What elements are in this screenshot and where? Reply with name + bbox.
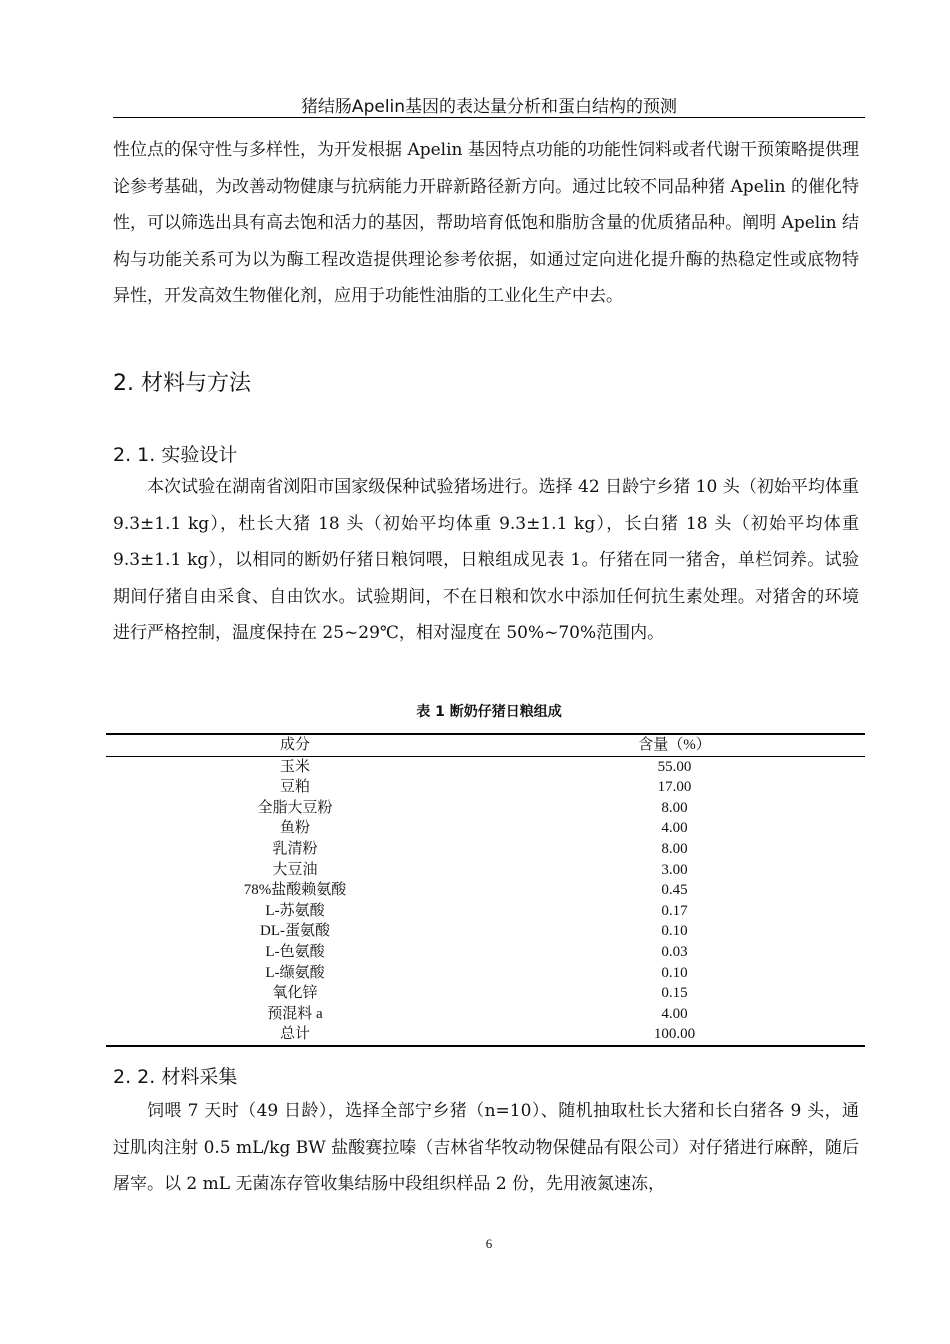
table-row xyxy=(106,756,865,777)
content-cell: 4.00 xyxy=(661,1005,688,1022)
table-row xyxy=(106,860,865,881)
content-cell: 0.03 xyxy=(661,943,688,960)
column-header-ingredient: 成分 xyxy=(279,737,310,753)
table-row xyxy=(106,777,865,798)
ingredient-cell: 预混料 a xyxy=(267,1005,323,1022)
sample-collection-paragraph: 饲喂 7 天时（49 日龄），选择全部宁乡猪（n=10）、随机抽取杜长大猪和长白猪各 9 头，通过肌肉注射 0.5 mL/kg BW 盐酸赛拉嗪（吉林省华牧动物保健品有限公司）对仔猪进行麻醉，随后屠宰。以 2 mL 无菌冻存管收集结肠中段组织样品 2 份，先用液氮速冻， xyxy=(113,1101,859,1195)
content-cell: 17.00 xyxy=(657,779,692,796)
table-row xyxy=(106,880,865,901)
content-cell: 100.00 xyxy=(653,1026,696,1043)
content-cell: 0.45 xyxy=(661,882,688,899)
running-header: 猪结肠Apelin基因的表达量分析和蛋白结构的预测 xyxy=(300,97,678,117)
table-row-total xyxy=(106,1024,865,1046)
table-row xyxy=(106,1004,865,1025)
subsection-heading-experimental-design: 2. 1. 实验设计 xyxy=(113,444,238,466)
ingredient-cell: L-苏氨酸 xyxy=(265,902,325,919)
content-cell: 4.00 xyxy=(661,820,688,837)
ingredient-cell: 豆粕 xyxy=(279,779,310,796)
table-row xyxy=(106,839,865,860)
ingredient-cell: 全脂大豆粉 xyxy=(257,799,333,816)
ingredient-cell: 总计 xyxy=(279,1026,310,1043)
table-header-row xyxy=(106,734,865,756)
ingredient-cell: 78%盐酸赖氨酸 xyxy=(243,882,347,899)
ingredient-cell: L-缬氨酸 xyxy=(265,964,325,981)
table-row xyxy=(106,942,865,963)
content-cell: 0.15 xyxy=(661,985,688,1002)
content-cell: 0.17 xyxy=(661,902,688,919)
intro-paragraph: 性位点的保守性与多样性，为开发根据 Apelin 基因特点功能的功能性饲料或者代谢干预策略提供理论参考基础，为改善动物健康与抗病能力开辟新路径新方向。通过比较不同品种猪 Apelin 的催化特性，可以筛选出具有高去饱和活力的基因，帮助培育低饱和脂肪含量的优质猪品种。阐明 Apelin 结构与功能关系可为以为酶工程改造提供理论参考依据，如通过定向进化提升酶的热稳定性或底物特异性，开发高效生物催化剂，应用于功能性油脂的工业化生产中去。 xyxy=(113,140,859,307)
ingredient-cell: 玉米 xyxy=(279,758,310,775)
table-row xyxy=(106,818,865,839)
ingredient-cell: 氧化锌 xyxy=(272,985,318,1002)
section-heading-materials-methods: 2. 材料与方法 xyxy=(113,371,251,396)
content-cell: 3.00 xyxy=(661,861,688,878)
table-row xyxy=(106,921,865,942)
table-row xyxy=(106,963,865,984)
table-caption: 表 1 断奶仔猪日粮组成 xyxy=(416,704,562,720)
ingredient-cell: L-色氨酸 xyxy=(265,943,325,960)
header-rule xyxy=(113,117,865,118)
ingredient-cell: 鱼粉 xyxy=(279,820,310,837)
ingredient-cell: 大豆油 xyxy=(272,861,318,878)
table-row xyxy=(106,983,865,1004)
content-cell: 0.10 xyxy=(661,964,688,981)
ingredient-cell: 乳清粉 xyxy=(272,840,318,857)
content-cell: 0.10 xyxy=(661,923,688,940)
experimental-design-paragraph: 本次试验在湖南省浏阳市国家级保种试验猪场进行。选择 42 日龄宁乡猪 10 头（初始平均体重 9.3±1.1 kg），杜长大猪 18 头（初始平均体重 9.3±1.1 kg），长白猪 18 头（初始平均体重 9.3±1.1 kg），以相同的断奶仔猪日粮饲喂，日粮组成见表 1。仔猪在同一猪舍，单栏饲养。试验期间仔猪自由采食、自由饮水。试验期间，不在日粮和饮水中添加任何抗生素处理。对猪舍的环境进行严格控制，温度保持在 25~29℃，相对湿度在 50%~70%范围内。 xyxy=(113,477,859,644)
content-cell: 8.00 xyxy=(661,840,688,857)
table-row xyxy=(106,798,865,819)
subsection-heading-sample-collection: 2. 2. 材料采集 xyxy=(113,1066,238,1088)
content-cell: 55.00 xyxy=(657,758,692,775)
table-row xyxy=(106,901,865,922)
ingredient-cell: DL-蛋氨酸 xyxy=(260,923,330,940)
column-header-content: 含量（%） xyxy=(638,737,711,753)
content-cell: 8.00 xyxy=(661,799,688,816)
page-number: 6 xyxy=(485,1236,493,1251)
diet-composition-table xyxy=(106,733,865,1047)
